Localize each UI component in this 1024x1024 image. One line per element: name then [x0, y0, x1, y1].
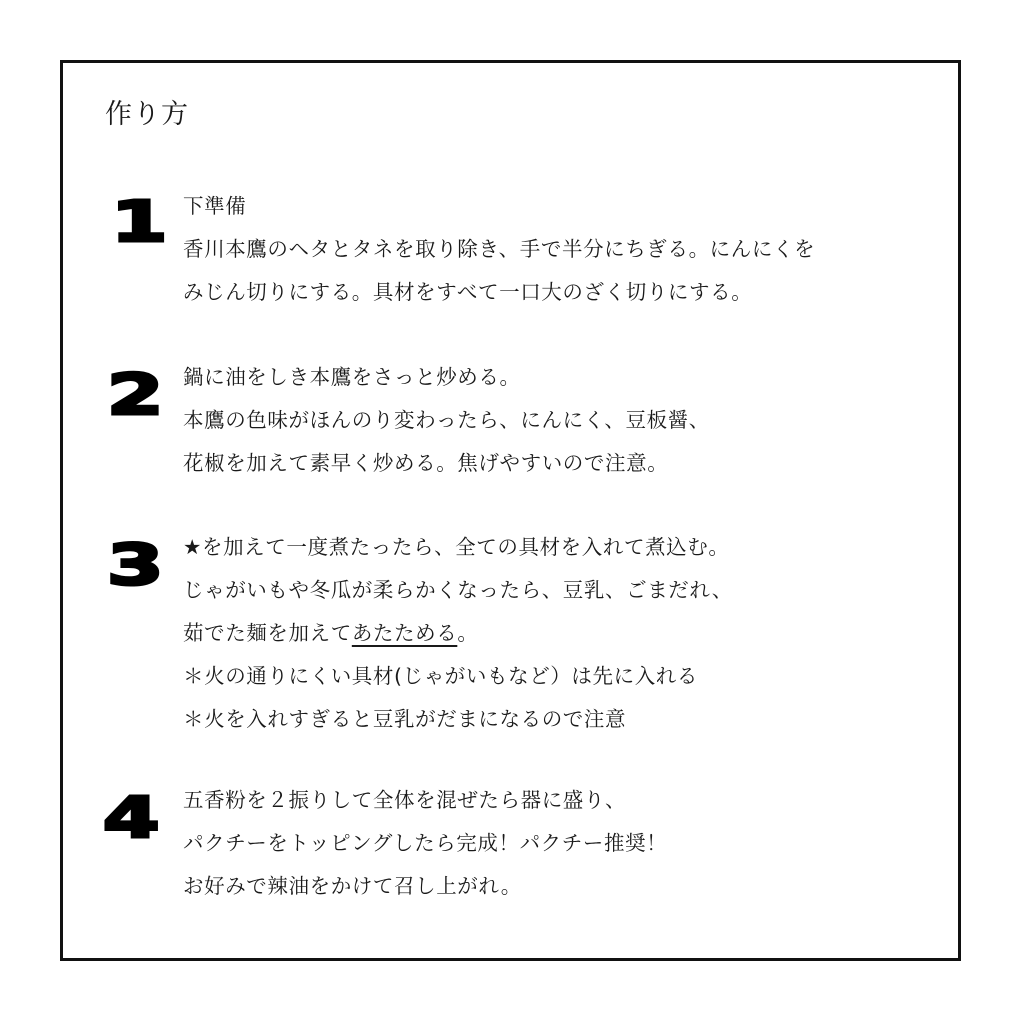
step-line: みじん切りにする。具材をすべて一口大のざく切りにする。: [183, 280, 753, 304]
recipe-card: [60, 60, 961, 961]
step-heading: 下準備: [183, 194, 247, 218]
step-text: [183, 526, 733, 741]
step-text: [183, 185, 815, 314]
step-number: 2: [107, 363, 164, 428]
step-note: ＊火の通りにくい具材(じゃがいもなど）は先に入れる: [183, 664, 698, 688]
step-number: 4: [103, 786, 160, 851]
step-number: 1: [111, 190, 168, 255]
step-line: [183, 612, 733, 655]
step-line: 鍋に油をしき本鷹をさっと炒める。: [183, 365, 521, 389]
step-note: ＊火を入れすぎると豆乳がだまになるので注意: [183, 707, 627, 731]
step-line-text: 茹でた麺を加えて: [183, 621, 352, 645]
step-line: パクチーをトッピングしたら完成！パクチー推奨！: [183, 831, 668, 855]
step-line: ★を加えて一度煮たったら、全ての具材を入れて煮込む。: [183, 535, 730, 559]
step-line: じゃがいもや冬瓜が柔らかくなったら、豆乳、ごまだれ、: [183, 578, 733, 602]
step-line: 本鷹の色味がほんのり変わったら、にんにく、豆板醤、: [183, 408, 710, 432]
step-number: 3: [107, 533, 164, 598]
step-line-text: 。: [457, 621, 479, 645]
underlined-phrase: あたためる: [351, 621, 458, 645]
step-line: 花椒を加えて素早く炒める。焦げやすいので注意。: [183, 451, 669, 475]
step-text: [183, 356, 710, 485]
step-line: お好みで辣油をかけて召し上がれ。: [183, 874, 522, 898]
page-title: 作り方: [105, 99, 189, 130]
step-line: 香川本鷹のヘタとタネを取り除き、手で半分にちぎる。にんにくを: [183, 237, 816, 261]
step-text: [183, 779, 667, 908]
step-line: 五香粉を２振りして全体を混ぜたら器に盛り、: [183, 788, 627, 812]
